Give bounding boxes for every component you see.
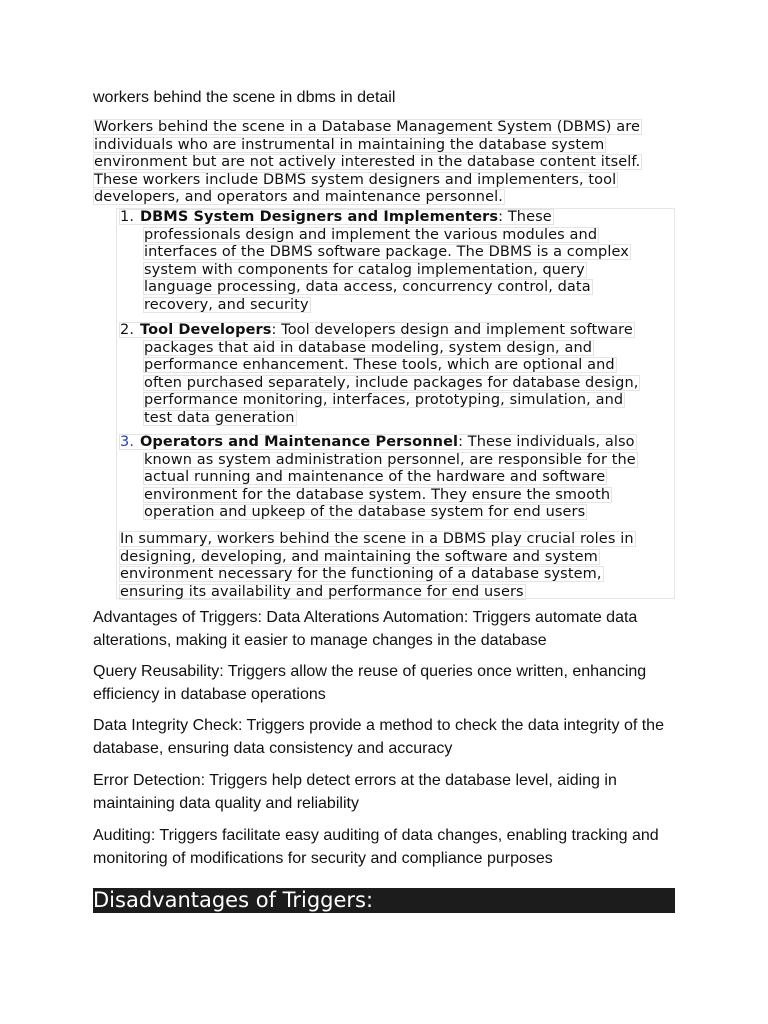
summary-line: environment necessary for the functioning of a database system, — [120, 566, 602, 583]
summary-line: ensuring its availability and performance for end users — [120, 583, 524, 600]
list-item — [119, 209, 631, 315]
advantage-paragraph: Data Integrity Check: Triggers provide a method to check the data integrity of the database, ensuring data consistency and accuracy — [93, 717, 664, 757]
list-item-text: : Tool developers design and implement software — [271, 322, 633, 338]
list-number: 2. — [120, 322, 135, 338]
list-item-line: test data generation — [144, 409, 295, 426]
advantage-paragraph: Error Detection: Triggers help detect errors at the database level, aiding in maintaining data quality and reliability — [93, 772, 617, 812]
list-item-line: packages that aid in database modeling, system design, and — [144, 339, 593, 356]
list-item-text: : These individuals, also — [458, 434, 635, 450]
list-item — [119, 434, 638, 522]
list-item — [119, 322, 640, 428]
list-item-line: known as system administration personnel, are responsible for the — [144, 451, 636, 468]
intro-line: environment but are not actively interested in the database content itself. — [94, 154, 641, 171]
intro-line: Workers behind the scene in a Database Management System (DBMS) are — [94, 119, 640, 135]
list-item-line: actual running and maintenance of the hardware and software — [144, 469, 606, 486]
list-item-line: professionals design and implement the various modules and — [144, 226, 598, 243]
list-item-line: environment for the database system. They ensure the smooth — [144, 486, 611, 503]
list-item-line: language processing, data access, concurrency control, data — [144, 279, 591, 296]
list-item-line: performance enhancement. These tools, which are optional and — [144, 357, 615, 374]
list-number: 1. — [120, 209, 135, 225]
list-item-line: performance monitoring, interfaces, prototyping, simulation, and — [144, 392, 624, 409]
list-item-line: recovery, and security — [144, 296, 309, 313]
list-item-title: DBMS System Designers and Implementers — [140, 209, 499, 225]
summary-line: designing, developing, and maintaining the software and system — [120, 548, 598, 565]
intro-line: These workers include DBMS system designers and implementers, tool — [94, 171, 617, 188]
list-item-line: interfaces of the DBMS software package. The DBMS is a complex — [144, 244, 629, 261]
disadvantages-heading: Disadvantages of Triggers: — [93, 888, 675, 913]
question-heading: workers behind the scene in dbms in detail — [93, 89, 396, 106]
advantage-paragraph: Query Reusability: Triggers allow the reuse of queries once written, enhancing efficiency in database operations — [93, 663, 647, 703]
summary-paragraph — [119, 531, 636, 601]
advantage-paragraph: Auditing: Triggers facilitate easy auditing of data changes, enabling tracking and monitoring of modifications for security and compliance purposes — [93, 827, 659, 867]
intro-line: developers, and operators and maintenance personnel. — [94, 189, 503, 206]
list-number: 3. — [120, 434, 135, 450]
workers-list — [116, 208, 675, 599]
intro-paragraph — [93, 119, 675, 207]
list-item-line: system with components for catalog implementation, query — [144, 261, 585, 278]
summary-line: In summary, workers behind the scene in a DBMS play crucial roles in — [120, 531, 634, 547]
list-item-title: Tool Developers — [140, 322, 272, 338]
list-item-line: operation and upkeep of the database system for end users — [144, 504, 586, 521]
list-item-line: often purchased separately, include packages for database design, — [144, 374, 639, 391]
list-item-title: Operators and Maintenance Personnel — [140, 434, 459, 450]
advantage-paragraph: Advantages of Triggers: Data Alterations Automation: Triggers automate data alterations, making it easier to manage changes in the database — [93, 609, 638, 649]
intro-line: individuals who are instrumental in maintaining the database system — [94, 136, 605, 153]
list-item-text: : These — [498, 209, 552, 225]
